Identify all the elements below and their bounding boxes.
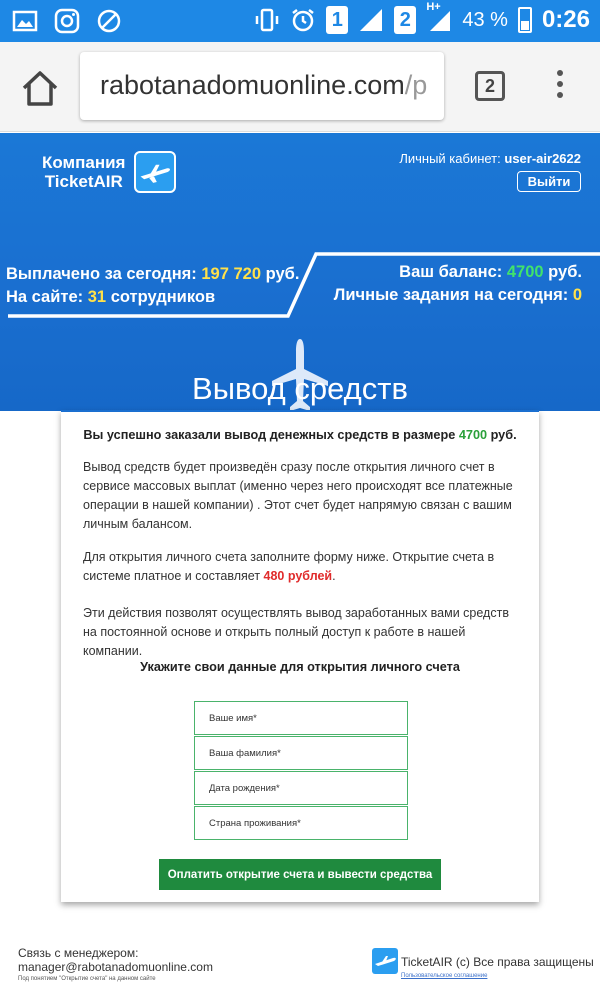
last-name-field[interactable] — [194, 736, 408, 770]
personal-tasks — [334, 284, 582, 307]
alarm-icon — [290, 7, 316, 33]
hero-banner — [0, 133, 600, 411]
balance-value: 4700 — [506, 263, 544, 281]
paid-label: Выплачено за сегодня: — [6, 265, 197, 283]
balance — [334, 261, 582, 284]
browser-toolbar — [0, 42, 600, 132]
network-signal — [426, 1, 452, 33]
tasks-value: 0 — [572, 286, 582, 304]
head-suffix: руб. — [490, 428, 517, 442]
vibrate-icon — [254, 7, 280, 33]
gallery-icon — [12, 8, 38, 34]
username: user-air2622 — [504, 151, 581, 166]
first-name-field[interactable] — [194, 701, 408, 735]
pay-and-withdraw-button[interactable]: Оплатить открытие счета и вывести средства — [159, 859, 441, 890]
logout-button[interactable]: Выйти — [517, 171, 581, 192]
info-paragraph-2 — [83, 548, 519, 586]
account-price: 480 рублей — [263, 569, 333, 583]
logo-line2: TicketAIR — [44, 172, 123, 191]
address-bar[interactable] — [80, 52, 444, 120]
stats-right — [334, 261, 582, 307]
url-rest: /p — [404, 70, 428, 100]
staff-unit: сотрудников — [110, 288, 216, 306]
paid-unit: руб. — [265, 265, 300, 283]
withdrawal-card — [61, 410, 539, 902]
para2-suffix: . — [332, 569, 336, 583]
birth-date-field[interactable] — [194, 771, 408, 805]
home-icon[interactable] — [20, 68, 60, 108]
footer-contact — [18, 946, 213, 974]
instagram-icon — [54, 8, 80, 34]
info-paragraph-3: Эти действия позволят осуществлять вывод заработанных вами средств на постоянной основе и открыть полный доступ к работе в нашей компании. — [83, 606, 509, 658]
cabinet-label: Личный кабинет: — [399, 151, 501, 166]
country-field[interactable] — [194, 806, 408, 840]
footer-airplane-logo-icon — [372, 948, 398, 974]
para2-prefix: Для открытия личного счета заполните форму ниже. Открытие счета в системе платное и составляет — [83, 550, 495, 583]
staff-online — [6, 286, 299, 309]
overflow-menu-icon[interactable] — [550, 70, 570, 106]
tasks-label: Личные задания на сегодня: — [333, 286, 569, 304]
paid-value: 197 720 — [201, 265, 262, 283]
url-text[interactable] — [100, 70, 427, 101]
contact-label: Связь с менеджером: — [18, 946, 139, 960]
sim1-badge: 1 — [326, 6, 348, 34]
logo-line1: Компания — [42, 153, 126, 172]
tabs-icon[interactable]: 2 — [475, 71, 505, 101]
paid-today — [6, 263, 299, 286]
user-agreement-link[interactable]: Пользовательское соглашение — [401, 973, 488, 979]
contact-email[interactable]: manager@rabotanadomuonline.com — [18, 960, 213, 974]
form-title: Укажите свои данные для открытия личного счета — [140, 660, 460, 674]
signal-icon — [358, 7, 384, 33]
sim2-badge: 2 — [394, 6, 416, 34]
balance-label: Ваш баланс: — [399, 263, 503, 281]
staff-label: На сайте: — [6, 288, 84, 306]
head-amount: 4700 — [458, 428, 488, 442]
battery-percent: 43 % — [462, 8, 508, 31]
page-title: Вывод средств — [192, 371, 408, 406]
order-confirmation — [61, 428, 539, 442]
clock: 0:26 — [541, 6, 590, 33]
status-bar — [0, 0, 600, 42]
info-paragraph-1: Вывод средств будет произведён сразу после открытия личного счет в сервисе массовых выплат (именно через него происходят все платежные операции в нашей компании) . Этот счет будет напрямую связан с вашим личным балансом. — [83, 460, 513, 531]
footer-note: Под понятием "Открытие счета" на данном сайте — [18, 976, 156, 982]
footer-copyright: TicketAIR (c) Все права защищены — [401, 955, 594, 969]
network-type: H+ — [426, 1, 441, 13]
url-main: rabotanadomuonline.com — [100, 70, 405, 100]
balance-unit: руб. — [548, 263, 582, 281]
battery-icon — [518, 7, 532, 33]
staff-value: 31 — [87, 288, 107, 306]
stats-left — [6, 263, 299, 309]
blocked-icon — [96, 8, 122, 34]
head-prefix: Вы успешно заказали вывод денежных средств в размере — [83, 428, 456, 442]
